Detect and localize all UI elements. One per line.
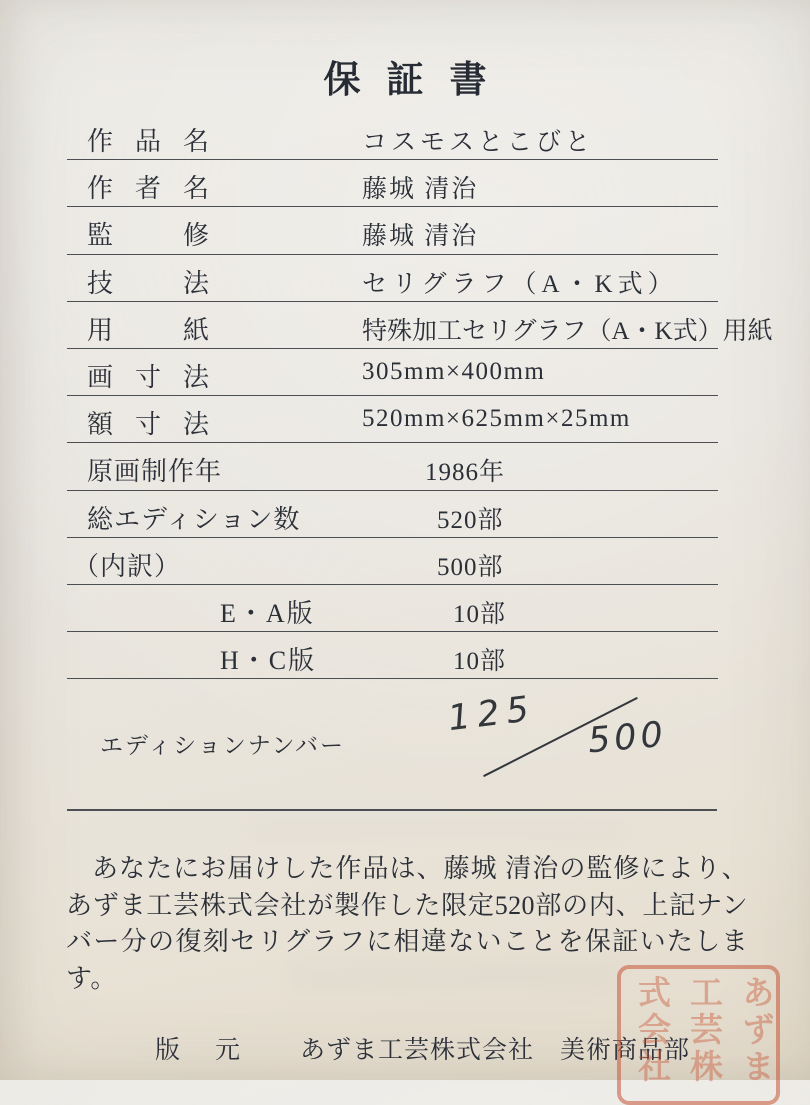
table-row <box>67 160 718 207</box>
table-row <box>67 113 718 160</box>
showthrough-smudge <box>250 822 630 838</box>
guarantee-statement: あなたにお届けした作品は、藤城 清治の監修により、あずま工芸株式会社が製作した限定520部の内、上記ナンバー分の復刻セリグラフに相違ないことを保証いたします。 <box>66 854 748 993</box>
edition-number-handwritten: 125 <box>445 688 538 740</box>
seal-text: あずま工芸株式会社 <box>633 975 773 1086</box>
certificate-table <box>67 113 773 679</box>
row-value: 520部 <box>437 506 504 534</box>
row-label: 用紙 <box>87 315 209 345</box>
divider-rule <box>67 809 717 811</box>
row-label: 技法 <box>87 268 209 298</box>
row-label: 原画制作年 <box>87 457 223 487</box>
publisher-label: 版元 <box>155 1037 240 1064</box>
row-label: 作品名 <box>87 127 209 156</box>
table-row <box>67 255 718 302</box>
table-row <box>67 302 773 349</box>
row-label: （内訳） <box>73 551 182 581</box>
row-value: 10部 <box>453 600 507 628</box>
red-company-seal <box>617 965 780 1105</box>
table-row <box>67 538 718 585</box>
table-row <box>67 585 718 632</box>
row-value: 10部 <box>453 648 507 676</box>
row-value: 500部 <box>437 553 504 581</box>
row-value: 305mm×400mm <box>362 357 546 385</box>
row-label: 画寸法 <box>87 362 209 392</box>
row-value: 特殊加工セリグラフ（A・K式）用紙 <box>362 317 773 345</box>
row-value: 藤城 清治 <box>362 176 479 204</box>
publisher-name: あずま工芸株式会社 美術商品部 <box>300 1037 691 1064</box>
table-row <box>67 207 718 254</box>
edition-number-label: エディションナンバー <box>100 733 345 758</box>
row-value: 1986年 <box>425 459 506 487</box>
row-label: 額寸法 <box>87 410 209 440</box>
edition-total-handwritten: 500 <box>586 714 669 762</box>
row-label: E・A版 <box>220 598 315 628</box>
table-row <box>67 349 718 396</box>
row-value: 藤城 清治 <box>362 223 479 251</box>
row-label: H・C版 <box>220 646 317 676</box>
row-value: セリグラフ（A・K式） <box>362 270 678 298</box>
row-label: 作者名 <box>87 174 209 204</box>
row-label: 総エディション数 <box>87 504 301 534</box>
table-row <box>67 491 718 538</box>
row-value: 520mm×625mm×25mm <box>362 405 631 433</box>
table-row <box>67 632 718 679</box>
table-row <box>67 396 718 443</box>
table-row <box>67 443 718 490</box>
row-value: コスモスとこびと <box>362 129 595 156</box>
certificate-title: 保証書 <box>323 59 513 101</box>
row-label: 監修 <box>87 221 209 251</box>
